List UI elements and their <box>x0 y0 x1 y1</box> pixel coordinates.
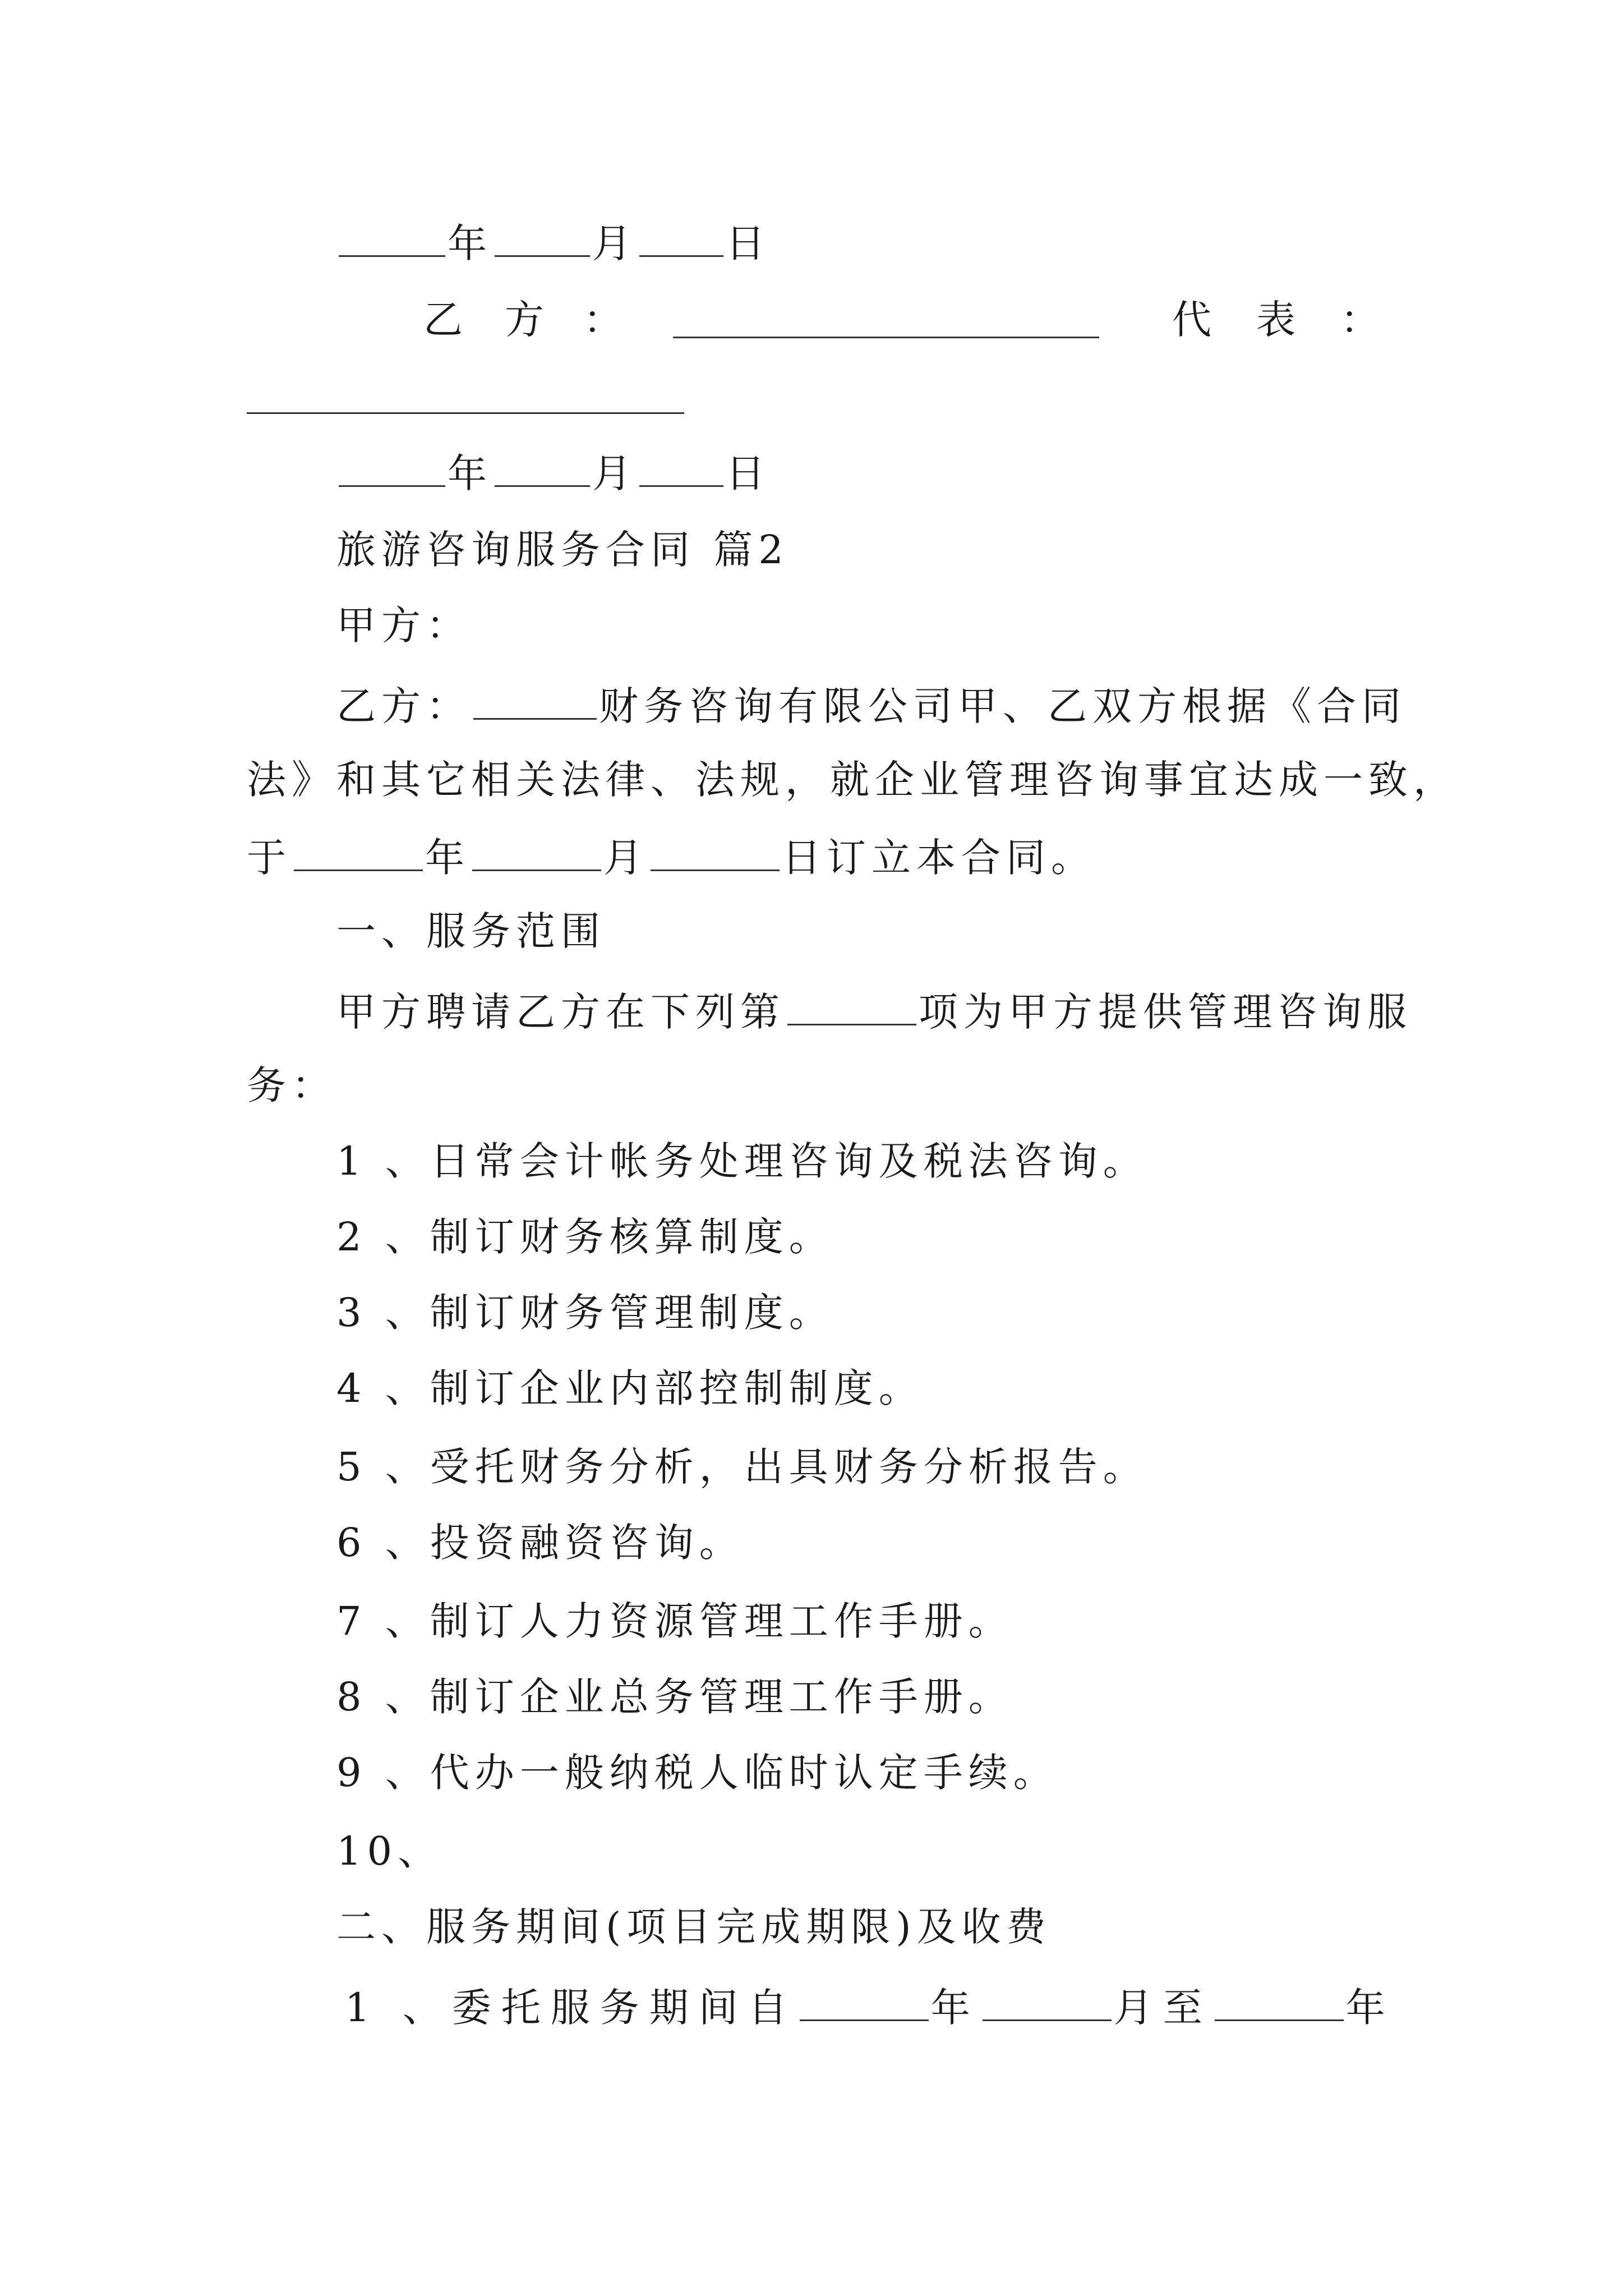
party-a-line: 甲方： <box>336 602 471 648</box>
party-b-prefix: 乙方： <box>336 683 471 729</box>
scope-line <box>0 989 1623 1035</box>
law-line: 法》和其它相关法律、法规，就企业管理咨询事宜达成一致， <box>247 757 1458 803</box>
term-year: 年 <box>930 1985 980 2031</box>
section-2-heading: 二、服务期间(项目完成期限)及收费 <box>336 1904 1052 1950</box>
month-label: 月 <box>603 835 648 881</box>
contract-title: 旅游咨询服务合同 篇2 <box>336 527 789 573</box>
month-label: 月 <box>592 450 637 496</box>
contract-date-line <box>0 835 1623 881</box>
month-blank <box>495 452 590 487</box>
rep-char-2: 表 <box>1256 297 1301 343</box>
company-blank <box>473 684 597 720</box>
list-item: 10、 <box>336 1828 443 1874</box>
day-label: 日 <box>726 220 771 266</box>
day-blank <box>639 222 723 257</box>
year-blank <box>294 836 423 871</box>
rep-colon: ： <box>1340 297 1385 343</box>
term-month: 月至 <box>1113 1985 1212 2031</box>
list-item: 4 、制订企业内部控制制度。 <box>336 1365 924 1411</box>
list-item: 8 、制订企业总务管理工作手册。 <box>336 1674 1013 1720</box>
list-item: 6 、投资融资咨询。 <box>336 1520 744 1566</box>
year-label: 年 <box>448 220 492 266</box>
day-label: 日 <box>726 450 771 496</box>
end-year-blank <box>1215 1986 1344 2021</box>
start-year-blank <box>800 1986 929 2021</box>
date-suffix: 日订立本合同。 <box>782 835 1096 881</box>
list-item: 1 、日常会计帐务处理咨询及税法咨询。 <box>336 1138 1148 1184</box>
list-item: 2 、制订财务核算制度。 <box>336 1214 834 1260</box>
year-blank <box>339 222 445 257</box>
date-line-1 <box>0 220 1623 266</box>
representative-signature-blank <box>247 412 684 414</box>
year-label: 年 <box>425 835 470 881</box>
party-b-suffix: 财务咨询有限公司甲、乙双方根据《合同 <box>599 683 1407 729</box>
month-label: 月 <box>592 220 637 266</box>
item-number-blank <box>787 990 916 1025</box>
day-blank <box>651 836 780 871</box>
party-b-char-2: 方 <box>505 297 550 343</box>
term-year-2: 年 <box>1345 1985 1395 2031</box>
party-b-char-1: 乙 <box>423 297 468 343</box>
list-item: 9 、代办一般纳税人临时认定手续。 <box>336 1750 1058 1796</box>
month-blank <box>495 222 590 257</box>
party-b-line <box>0 683 1623 729</box>
day-blank <box>639 452 723 487</box>
list-item: 5 、受托财务分析，出具财务分析报告。 <box>336 1444 1148 1490</box>
party-b-signature-blank <box>673 337 1099 338</box>
term-line <box>0 1985 1623 2031</box>
party-b-signature-row <box>0 297 1623 345</box>
section-1-heading: 一、服务范围 <box>336 908 606 954</box>
date-prefix: 于 <box>247 835 292 881</box>
start-month-blank <box>983 1986 1112 2021</box>
scope-prefix: 甲方聘请乙方在下列第 <box>336 989 785 1035</box>
scope-tail: 务： <box>247 1062 336 1108</box>
scope-suffix: 项为甲方提供管理咨询服 <box>919 989 1412 1035</box>
term-prefix: 1 、委托服务期间自 <box>345 1985 797 2031</box>
rep-char-1: 代 <box>1172 297 1217 343</box>
party-b-colon: ： <box>583 297 628 343</box>
year-label: 年 <box>448 450 492 496</box>
year-blank <box>339 452 445 487</box>
month-blank <box>472 836 601 871</box>
list-item: 3 、制订财务管理制度。 <box>336 1290 834 1336</box>
list-item: 7 、制订人力资源管理工作手册。 <box>336 1598 1013 1644</box>
date-line-2 <box>0 450 1623 496</box>
